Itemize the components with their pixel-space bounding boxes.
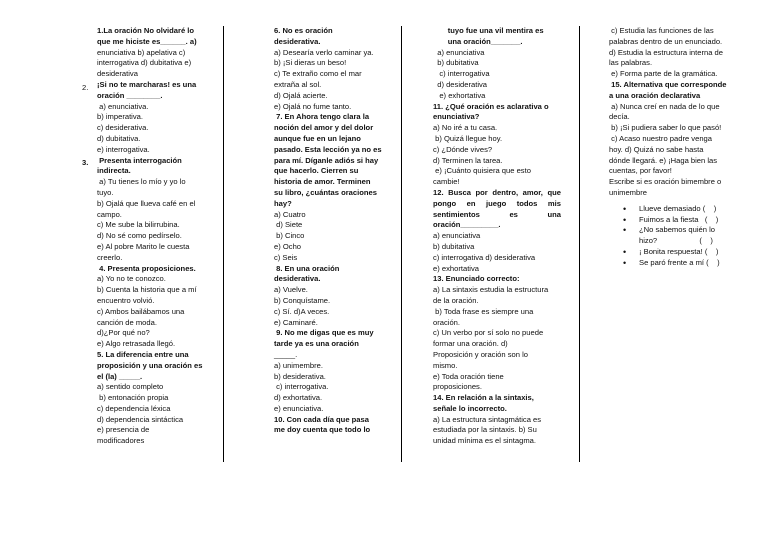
question-text-line: 8. En una oración [274, 263, 340, 273]
answer-option-line: c) desiderativa. [97, 123, 149, 133]
column-divider-3 [579, 26, 580, 462]
answer-option-line: b) Quizá llegue hoy. [433, 133, 503, 143]
question-text-line: indirecta. [97, 166, 131, 176]
answer-option-line: b) ¡Si pudiera saber lo que pasó! [609, 123, 722, 133]
question-text-line: tuyo fue una vil mentira es [433, 26, 544, 35]
answer-option-line: extraña al sol. [274, 79, 322, 89]
answer-option-line: e) Caminaré. [274, 317, 318, 327]
question-text-line [433, 210, 561, 221]
answer-option-line: a) La sintaxis estudia la estructura [433, 285, 549, 295]
question-text-line: hay? [274, 198, 292, 208]
answer-option-line: c) Acaso nuestro padre venga [609, 133, 713, 143]
answer-option-line: c) dependencia léxica [97, 403, 171, 413]
answer-option-line: c) Estudia las funciones de las [609, 26, 714, 35]
answer-option-line: e) exhortativa [433, 263, 480, 273]
answer-option-line: oración. [433, 317, 461, 327]
answer-option-line: proposiciones. [433, 382, 482, 392]
answer-option-line: d) dependencia sintáctica [97, 414, 184, 424]
answer-option-line: d) Ojalá acierte. [274, 90, 328, 100]
answer-option-line: c) Me sube la bilirrubina. [97, 220, 180, 230]
column-4-question-15-exercise [609, 26, 726, 269]
answer-option-line: c) interrogativa [433, 69, 490, 79]
answer-option-line: c) interrogativa. [274, 382, 329, 392]
question-text-line: 7. En Ahora tengo clara la [274, 112, 370, 122]
question-text-line: 1.La oración No olvidaré lo [97, 26, 195, 35]
answer-option-line: d) Terminen la tarea. [433, 155, 503, 165]
answer-option-line: d) Estudia la estructura interna de [609, 47, 723, 57]
answer-option-line: d)¿Por qué no? [97, 328, 150, 338]
answer-option-line: cuentas, por favor! [609, 166, 672, 176]
answer-option-line: b) entonación propia [97, 393, 169, 403]
question-text-line: su libro, ¿cuántas oraciones [274, 187, 377, 197]
answer-option-line: a) enunciativa [433, 231, 481, 241]
question-text-line: para mí. Díganle adiós si hay [274, 155, 379, 165]
answer-option-line: e) enunciativa. [274, 403, 324, 413]
word: mis [547, 198, 561, 208]
answer-option-line: d) desiderativa [433, 79, 488, 89]
column-divider-2 [401, 26, 402, 462]
answer-option-line: e) Ocho [274, 241, 302, 251]
answer-option-line: d) No sé como pedírselo. [97, 231, 182, 241]
answer-option-line: a) Yo no te conozco. [97, 274, 166, 284]
answer-option-line: a) Tu tienes lo mío y yo lo [97, 177, 186, 187]
question-text-line: 9. No me digas que es muy [274, 328, 374, 338]
exercise-bullet-list [623, 204, 726, 269]
word: amor, [522, 187, 543, 197]
answer-option-line: a) Desearía verlo caminar ya. [274, 47, 374, 57]
word: pongo [433, 198, 457, 208]
answer-option-line: b) Conquístame. [274, 295, 331, 305]
answer-option-line: modificadores [97, 436, 145, 446]
answer-option-line: b) dubitativa [433, 58, 479, 68]
exercise-item: • Fuimos a la fiesta ( ) [623, 215, 726, 226]
question-number-3: 3. [82, 158, 89, 167]
question-text-line: noción del amor y del dolor [274, 123, 374, 133]
answer-option-line: unimembre [609, 187, 647, 197]
answer-option-line: estudiada por la sintaxis. b) Su [433, 425, 537, 435]
question-text-line: una oración_______. [433, 36, 523, 46]
answer-option-line: hoy. d) Quizá no sabe hasta [609, 144, 704, 154]
answer-option-line: encuentro volvió. [97, 295, 155, 305]
answer-option-line: mismo. [433, 360, 458, 370]
answer-option-line: b) imperativa. [97, 112, 144, 122]
answer-option-line: palabras dentro de un enunciado. [609, 36, 723, 46]
word: que [547, 187, 561, 197]
word: 12. [433, 187, 444, 197]
column-divider-1 [223, 26, 224, 462]
answer-option-line: desiderativa [97, 69, 138, 79]
question-text-line: 5. La diferencia entre una [97, 349, 189, 359]
question-text-line: 10. Con cada día que pasa [274, 414, 369, 424]
question-text-line: Presenta interrogación [97, 155, 182, 165]
answer-option-line: de la oración. [433, 295, 479, 305]
answer-option-line: d) Siete [274, 220, 303, 230]
question-text-line: proposición y una oración es [97, 360, 203, 370]
answer-option-line: a) No iré a tu casa. [433, 123, 498, 133]
question-text-line: 4. Presenta proposiciones. [97, 263, 196, 273]
question-text-line [433, 199, 561, 210]
answer-option-line: canción de moda. [97, 317, 157, 327]
answer-option-line: Escribe si es oración bimembre o [609, 177, 722, 187]
answer-option-line: a) La estructura sintagmática es [433, 414, 542, 424]
answer-option-line: d) exhortativa. [274, 393, 323, 403]
answer-option-line: b) Ojalá que llueva café en el [97, 198, 196, 208]
exercise-item: • ¡ Bonita respuesta! ( ) [623, 247, 726, 258]
question-text-line: señale lo incorrecto. [433, 403, 507, 413]
answer-option-line: creerlo. [97, 252, 123, 262]
question-text-line: el (la) _____. [97, 371, 143, 381]
exercise-item: hizo? ( ) [639, 236, 713, 246]
question-text-line: oración_________. [433, 220, 501, 230]
question-text-line: historia de amor. Terminen [274, 177, 371, 187]
question-text-line: 14. En relación a la sintaxis, [433, 393, 534, 403]
answer-option-line: e) Forma parte de la gramática. [609, 69, 718, 79]
answer-option-line: las palabras. [609, 58, 653, 68]
word: es [509, 209, 518, 219]
answer-option-line: dónde llegará. e) ¡Haga bien las [609, 155, 718, 165]
question-text-line: aunque fue en un lejano [274, 133, 361, 143]
answer-option-line: b) Cinco [274, 231, 305, 241]
answer-option-line: campo. [97, 209, 122, 219]
answer-option-line: enunciativa b) apelativa c) [97, 47, 186, 57]
question-text-line: a una oración declarativa [609, 90, 701, 100]
exercise-item: • Llueve demasiado ( ) [623, 204, 726, 215]
question-text-line: oración ________. [97, 90, 163, 100]
word: sentimientos [433, 209, 480, 219]
question-text-line: 6. No es oración [274, 26, 333, 35]
column-3-questions-11-14 [433, 26, 561, 447]
word: dentro, [492, 187, 519, 197]
answer-option-line: a) sentido completo [97, 382, 164, 392]
question-text-line: 15. Alternativa que corresponde [609, 79, 727, 89]
answer-option-line: e) Toda oración tiene [433, 371, 504, 381]
word: por [475, 187, 488, 197]
exercise-item: • ¿No sabemos quién lo [623, 225, 726, 236]
column-1-questions-1-5 [97, 26, 203, 447]
question-text-line: pasado. Esta lección ya no es [274, 144, 382, 154]
answer-option-line: decía. [609, 112, 630, 122]
answer-option-line: _____. [274, 349, 298, 359]
answer-option-line: a) Vuelve. [274, 285, 308, 295]
answer-option-line: b) ¡Si dieras un beso! [274, 58, 347, 68]
column-2-questions-6-10 [274, 26, 382, 436]
exercise-item: • Se paró frente a mí ( ) [623, 258, 726, 269]
answer-option-line: e) ¡Cuánto quisiera que esto [433, 166, 531, 176]
answer-option-line: c) Seis [274, 252, 298, 262]
answer-option-line: b) Cuenta la historia que a mí [97, 285, 197, 295]
question-text-line: enunciativa? [433, 112, 480, 122]
answer-option-line: c) Sí. d)A veces. [274, 306, 330, 316]
question-text-line: tarde ya es una oración [274, 339, 359, 349]
answer-option-line: b) desiderativa. [274, 371, 326, 381]
answer-option-line: e) Algo retrasada llegó. [97, 339, 176, 349]
answer-option-line: d) dubitativa. [97, 133, 141, 143]
answer-option-line: c) Un verbo por sí solo no puede [433, 328, 544, 338]
answer-option-line: a) Cuatro [274, 209, 306, 219]
question-text-line: que hacerlo. Cierren su [274, 166, 359, 176]
answer-option-line: cambie! [433, 177, 460, 187]
answer-option-line: formar una oración. d) [433, 339, 508, 349]
word: juego [486, 198, 507, 208]
answer-option-line: e) exhortativa [433, 90, 486, 100]
answer-option-line: e) Ojalá no fume tanto. [274, 101, 352, 111]
question-text-line: desiderativa. [274, 274, 321, 284]
answer-option-line: a) enunciativa [433, 47, 485, 57]
answer-option-line: tuyo. [97, 187, 114, 197]
answer-option-line: b) dubitativa [433, 241, 475, 251]
answer-option-line: a) enunciativa. [97, 101, 149, 111]
answer-option-line: e) Al pobre Marito le cuesta [97, 241, 190, 251]
word: en [466, 198, 476, 208]
question-text-line: 11. ¿Qué oración es aclarativa o [433, 101, 549, 111]
answer-option-line: a) unimembre. [274, 360, 323, 370]
answer-option-line: c) ¿Dónde vives? [433, 144, 493, 154]
word: Busca [448, 187, 471, 197]
answer-option-line: c) Te extraño como el mar [274, 69, 362, 79]
question-text-line: me doy cuenta que todo lo [274, 425, 371, 435]
answer-option-line: unidad mínima es el sintagma. [433, 436, 536, 446]
question-text-line: 13. Enunciado correcto: [433, 274, 520, 284]
question-text-line: desiderativa. [274, 36, 321, 46]
answer-option-line: a) Nunca creí en nada de lo que [609, 101, 720, 111]
answer-option-line: c) interrogativa d) desiderativa [433, 252, 536, 262]
word: todos [516, 198, 538, 208]
question-text-line: que me hiciste es______. a) [97, 36, 197, 46]
answer-option-line: e) presencia de [97, 425, 150, 435]
question-number-2: 2. [82, 83, 89, 92]
answer-option-line: b) Toda frase es siempre una [433, 306, 534, 316]
answer-option-line: c) Ambos bailábamos una [97, 306, 185, 316]
question-text-line [433, 188, 561, 199]
answer-option-line: interrogativa d) dubitativa e) [97, 58, 192, 68]
answer-option-line: e) interrogativa. [97, 144, 150, 154]
answer-option-line: Proposición y oración son lo [433, 349, 528, 359]
question-text-line: ¡Si no te marcharas! es una [97, 79, 197, 89]
word: una [547, 209, 561, 219]
